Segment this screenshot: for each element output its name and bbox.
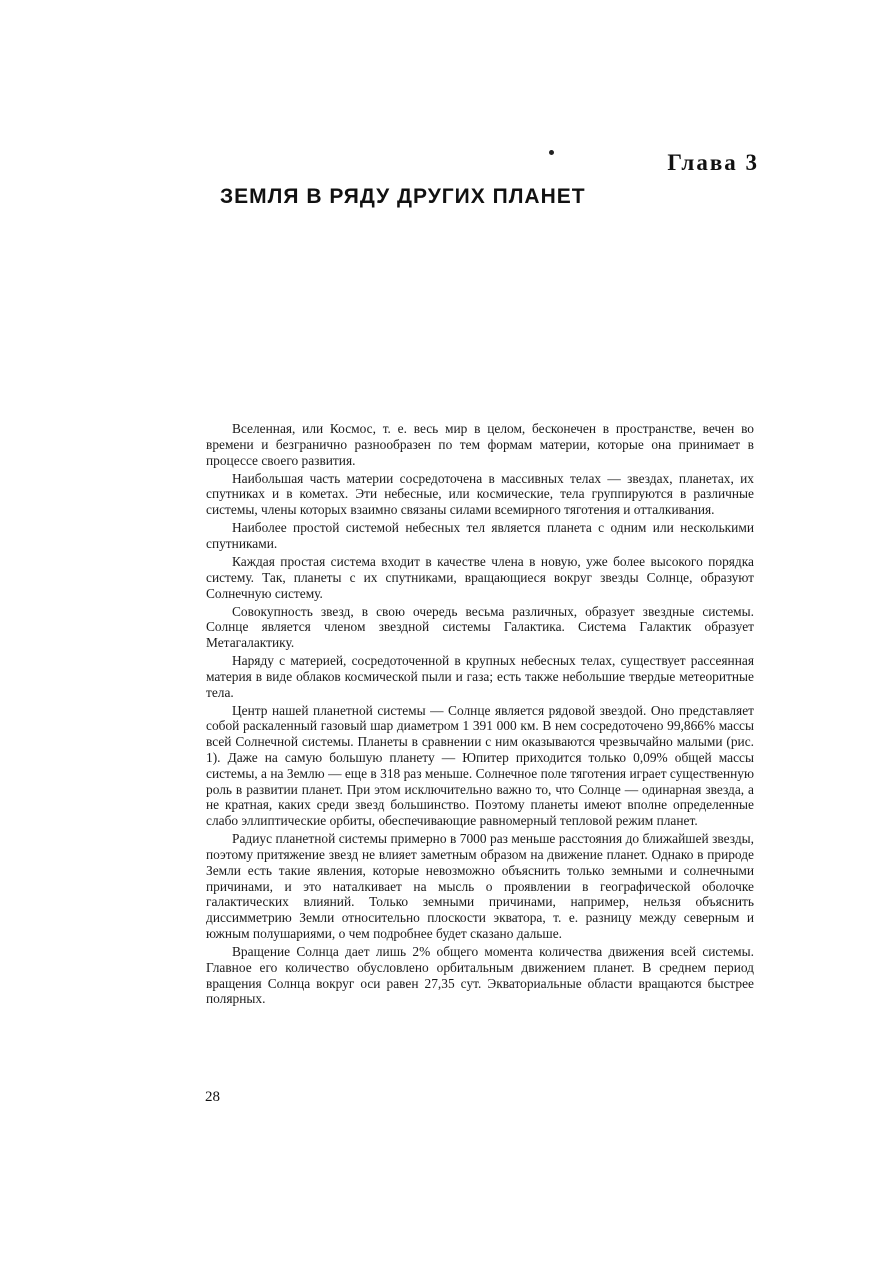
paragraph-7: Центр нашей планетной системы — Солнце является рядовой звездой. Оно представляет собой раскаленный газовый шар диаметром 1 391 000 км. В нем сосредоточено 99,866% массы всей Солнечной системы. Планеты в сравнении с ним оказываются чрезвычайно малыми (рис. 1). Даже на самую большую планету — Юпитер приходится только 0,09% общей массы системы, а на Землю — еще в 318 раз меньше. Солнечное поле тяготения играет существенную роль в развитии планет. При этом исключительно важно то, что Солнце — одинарная звезда, а не кратная, каких среди звезд большинство. Поэтому планеты имеют вполне определенные слабо эллиптические орбиты, обеспечивающие равномерный тепловой режим планет. bbox=[206, 702, 754, 829]
chapter-title: ЗЕМЛЯ В РЯДУ ДРУГИХ ПЛАНЕТ bbox=[220, 185, 586, 208]
chapter-body bbox=[206, 421, 754, 1007]
page-number: 28 bbox=[205, 1089, 220, 1105]
chapter-label: Глава 3 bbox=[667, 150, 759, 175]
paragraph-3: Наиболее простой системой небесных тел является планета с одним или несколькими спутниками. bbox=[206, 520, 754, 551]
paragraph-2: Наибольшая часть материи сосредоточена в массивных телах — звездах, планетах, их спутниках и в кометах. Эти небесные, или космические, тела группируются в различные системы, члены которых взаимно связаны силами всемирного тяготения и отталкивания. bbox=[206, 470, 754, 518]
paragraph-6: Наряду с материей, сосредоточенной в крупных небесных телах, существует рассеянная материя в виде облаков космической пыли и газа; есть также небольшие твердые метеоритные тела. bbox=[206, 653, 754, 700]
printed-dot-mark bbox=[549, 150, 554, 155]
paragraph-8: Радиус планетной системы примерно в 7000 раз меньше расстояния до ближайшей звезды, поэтому притяжение звезд не влияет заметным образом на движение планет. Однако в природе Земли есть такие явления, которые невозможно объяснить только земными и солнечными причинами, и это наталкивает на мысль о проявлении в географической оболочке галактических влияний. Только земными причинами, например, нельзя объяснить диссимметрию Земли относительно плоскости экватора, т. е. разницу между северным и южным полушариями, о чем подробнее будет сказано дальше. bbox=[206, 831, 754, 942]
paragraph-1: Вселенная, или Космос, т. е. весь мир в целом, бесконечен в пространстве, вечен во времени и безгранично разнообразен по тем формам материи, которые она принимает в процессе своего развития. bbox=[206, 421, 754, 468]
paragraph-5: Совокупность звезд, в свою очередь весьма различных, образует звездные системы. Солнце является членом звездной системы Галактика. Система Галактик образует Метагалактику. bbox=[206, 603, 754, 651]
paragraph-4: Каждая простая система входит в качестве члена в новую, уже более высокого порядка систему. Так, планеты с их спутниками, вращающиеся вокруг звезды Солнце, образуют Солнечную систему. bbox=[206, 553, 754, 601]
paragraph-9: Вращение Солнца дает лишь 2% общего момента количества движения всей системы. Главное его количество обусловлено орбитальным движением планет. В среднем период вращения Солнца вокруг оси равен 27,35 сут. Экваториальные области вращаются быстрее полярных. bbox=[206, 944, 754, 1007]
